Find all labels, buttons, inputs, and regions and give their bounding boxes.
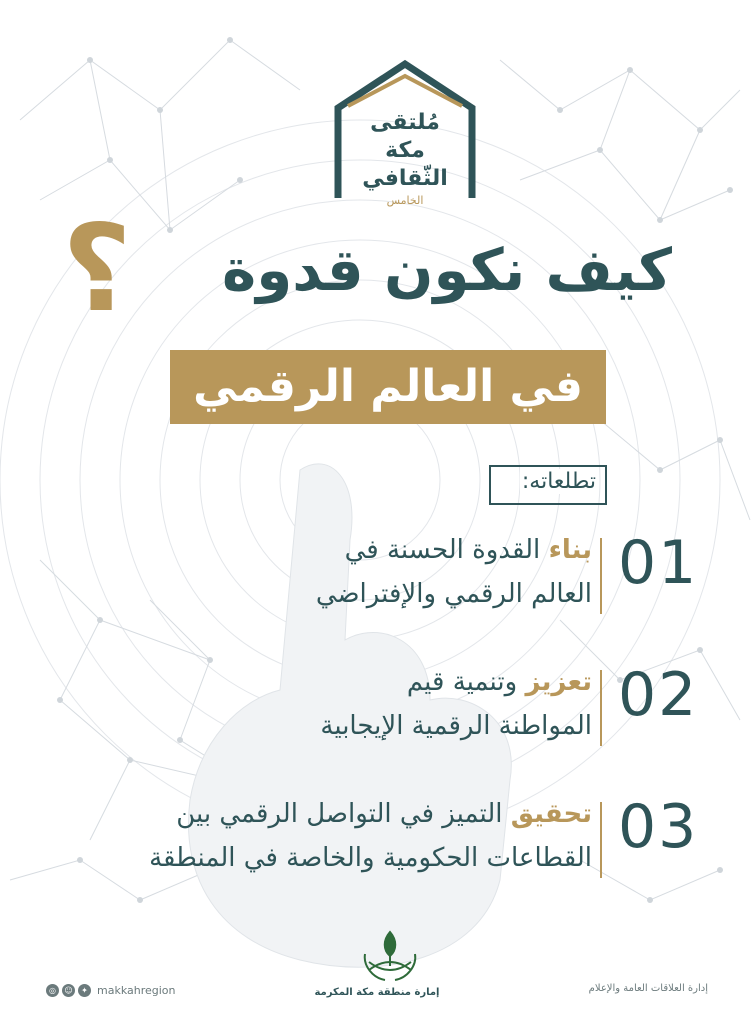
logo-line-2: مكة [385,138,425,163]
item-line-1 [316,528,592,572]
twitter-icon[interactable]: ✦ [78,984,91,997]
item-line-1-rest: القدوة الحسنة في [344,535,549,565]
item-number: 02 [618,660,699,730]
logo-line-3: الثّقافي [362,166,448,191]
item-divider [600,802,602,878]
item-text [316,528,592,616]
social-links [46,983,176,997]
page-title: كيف نكون قدوة [221,236,672,304]
item-line-1 [149,792,592,836]
item-highlight: تحقيق [510,799,592,829]
item-line-1 [320,660,592,704]
item-line-2: القطاعات الحكومية والخاصة في المنطقة [149,843,592,873]
item-line-1-rest: التميز في التواصل الرقمي بين [176,799,511,829]
item-number: 03 [618,792,699,862]
subtitle-banner [170,350,606,424]
item-number: 01 [618,528,699,598]
item-highlight: تعزيز [525,667,592,697]
item-line-2: المواطنة الرقمية الإيجابية [320,711,592,741]
item-line-1-rest: وتنمية قيم [406,667,526,697]
saudi-emblem-icon [355,926,425,986]
snapchat-icon[interactable]: ☺ [62,984,75,997]
item-divider [600,670,602,746]
page-subtitle: في العالم الرقمي [193,361,583,412]
logo-line-1: مُلتقى [370,110,440,135]
item-text [320,660,592,748]
item-line-2: العالم الرقمي والإفتراضي [315,579,592,609]
item-divider [600,538,602,614]
question-mark: ؟ [62,200,132,339]
logo-edition: الخامس [386,194,424,207]
aspirations-label: تطلعاته: [521,469,596,494]
department-name: إدارة العلاقات العامة والإعلام [588,983,708,994]
event-logo [330,58,480,210]
social-handle[interactable]: makkahregion [97,983,176,997]
item-text [149,792,592,880]
instagram-icon[interactable]: ◎ [46,984,59,997]
item-highlight: بناء [548,535,592,565]
emblem-caption: إمارة منطقة مكة المكرمة [314,987,440,998]
